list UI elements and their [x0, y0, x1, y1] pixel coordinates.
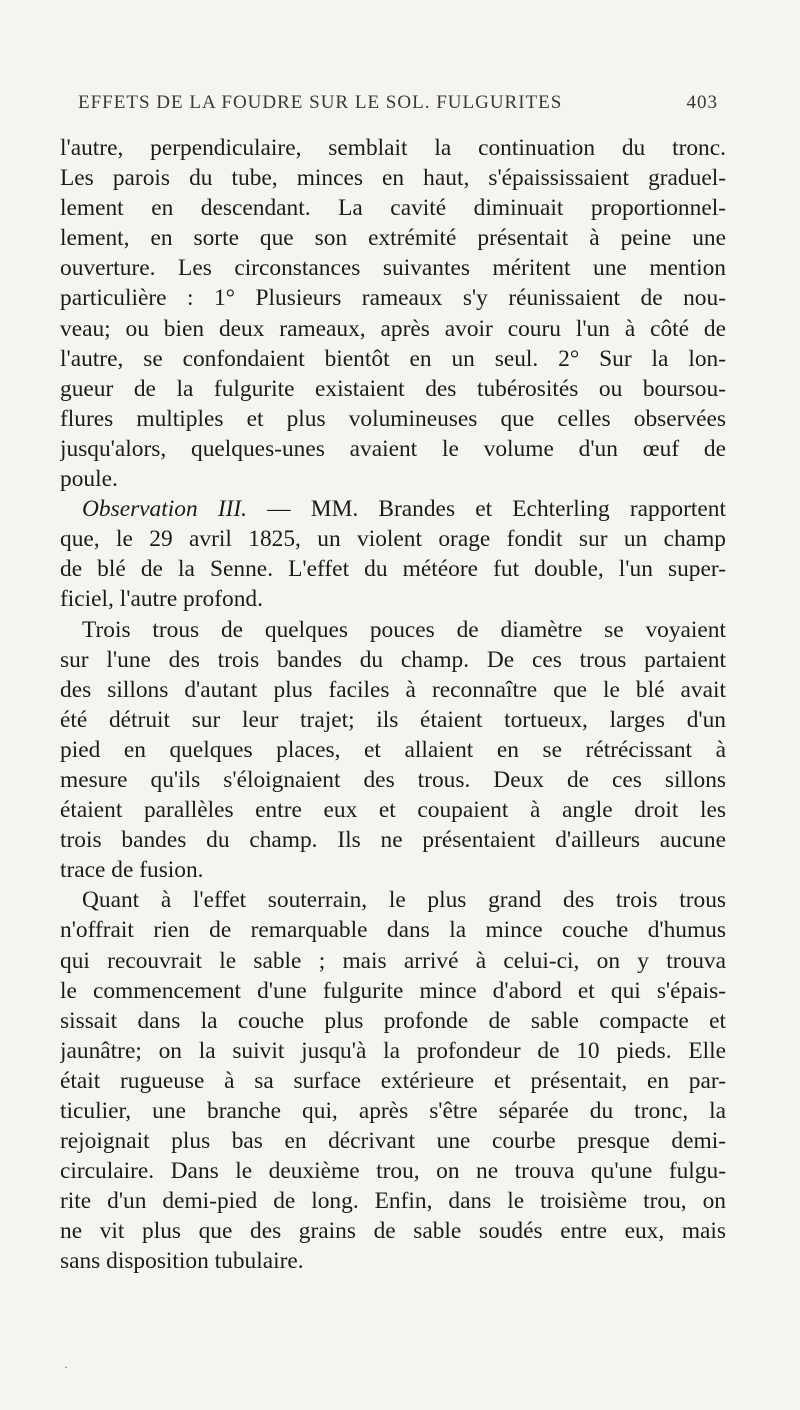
paragraph-first-line: Trois trous de quelques pouces de diamètre se voyaient	[82, 616, 726, 643]
body-text	[60, 133, 726, 1277]
running-header	[78, 92, 718, 114]
text-line: des sillons d'autant plus faciles à reconnaître que le blé avait	[60, 676, 726, 703]
text-line: qui recouvrait le sable ; mais arrivé à celui-ci, on y trouva	[60, 947, 726, 974]
running-title: EFFETS DE LA FOUDRE SUR LE SOL. FULGURITES	[78, 92, 563, 113]
print-speck: ·	[64, 1360, 68, 1374]
paragraph-first-line: Quant à l'effet souterrain, le plus grand des trois trous	[82, 887, 726, 914]
text-line: sans disposition tubulaire.	[60, 1248, 304, 1275]
text-line: flures multiples et plus volumineuses que celles observées	[60, 405, 726, 432]
observation-first-line: — MM. Brandes et Echterling rapportent	[247, 496, 726, 523]
text-line: jaunâtre; on la suivit jusqu'à la profondeur de 10 pieds. Elle	[60, 1037, 726, 1064]
text-line: l'autre, se confondaient bientôt en un seul. 2° Sur la lon-	[60, 345, 726, 372]
text-line: le commencement d'une fulgurite mince d'abord et qui s'épais-	[60, 977, 726, 1004]
text-line: été détruit sur leur trajet; ils étaient tortueux, larges d'un	[60, 706, 726, 733]
text-line: rejoignait plus bas en décrivant une courbe presque demi-	[60, 1128, 726, 1155]
text-line: ne vit plus que des grains de sable soudés entre eux, mais	[60, 1218, 726, 1245]
text-line: ficiel, l'autre profond.	[60, 586, 263, 613]
observation-heading-line	[60, 494, 726, 524]
text-line: mesure qu'ils s'éloignaient des trous. Deux de ces sillons	[60, 766, 726, 793]
text-line: veau; ou bien deux rameaux, après avoir couru l'un à côté de	[60, 315, 726, 342]
text-line: jusqu'alors, quelques-unes avaient le volume d'un œuf de	[60, 435, 726, 462]
text-line: rite d'un demi-pied de long. Enfin, dans le troisième trou, on	[60, 1188, 726, 1215]
text-line: trace de fusion.	[60, 857, 204, 884]
text-line: gueur de la fulgurite existaient des tubérosités ou boursou-	[60, 375, 726, 402]
text-line: poule.	[60, 466, 118, 493]
text-line: trois bandes du champ. Ils ne présentaient d'ailleurs aucune	[60, 827, 726, 854]
text-line: étaient parallèles entre eux et coupaient à angle droit les	[60, 797, 726, 824]
text-line: sur l'une des trois bandes du champ. De ces trous partaient	[60, 646, 726, 673]
text-line: pied en quelques places, et allaient en se rétrécissant à	[60, 736, 726, 763]
text-line: particulière : 1° Plusieurs rameaux s'y réunissaient de nou-	[60, 285, 726, 312]
text-line: de blé de la Senne. L'effet du météore fut double, l'un super-	[60, 556, 726, 583]
text-line: sissait dans la couche plus profonde de sable compacte et	[60, 1007, 726, 1034]
text-line: lement, en sorte que son extrémité présentait à peine une	[60, 225, 726, 252]
text-line: circulaire. Dans le deuxième trou, on ne trouva qu'une fulgu-	[60, 1158, 726, 1185]
text-line: l'autre, perpendiculaire, semblait la continuation du tronc.	[60, 135, 726, 161]
text-line: lement en descendant. La cavité diminuait proportionnel-	[60, 195, 726, 222]
text-line: n'offrait rien de remarquable dans la mince couche d'humus	[60, 917, 726, 944]
observation-label: Observation III.	[82, 496, 248, 523]
text-line: ticulier, une branche qui, après s'être séparée du tronc, la	[60, 1098, 726, 1124]
text-line: Les parois du tube, minces en haut, s'épaississaient graduel-	[60, 165, 726, 192]
text-line: que, le 29 avril 1825, un violent orage fondit sur un champ	[60, 526, 726, 553]
page-number: 403	[686, 92, 718, 113]
text-line: était rugueuse à sa surface extérieure et présentait, en par-	[60, 1067, 726, 1094]
text-line: ouverture. Les circonstances suivantes méritent une mention	[60, 255, 726, 282]
